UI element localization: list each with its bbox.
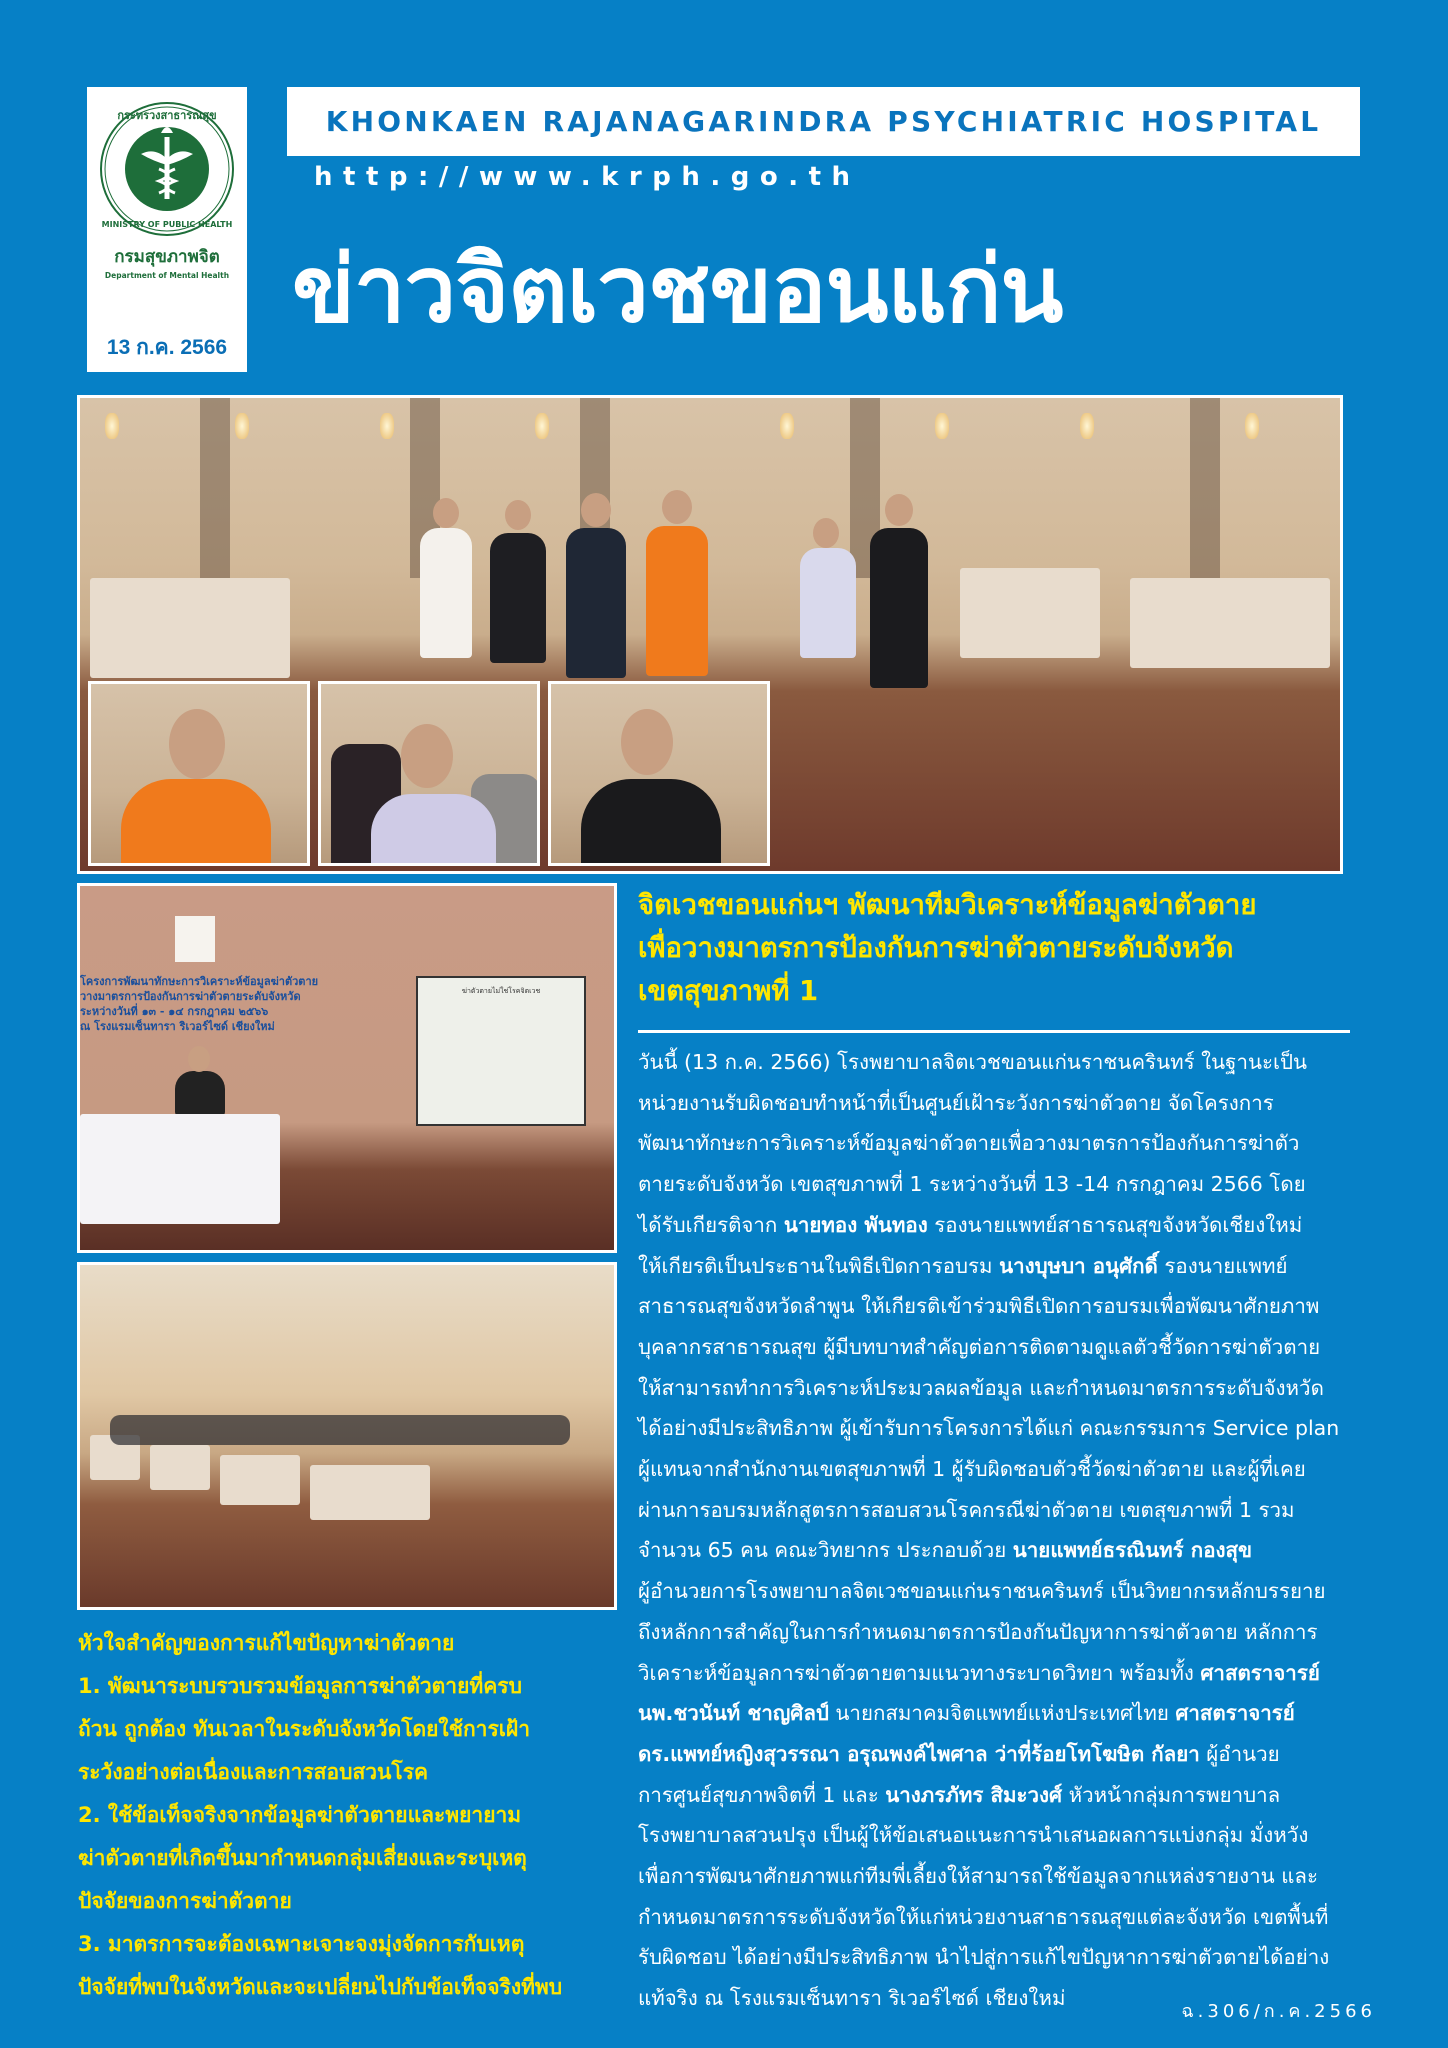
body-text: แท้จริง ณ โรงแรมเซ็นทารา ริเวอร์ไซด์ เชียงใหม่ bbox=[638, 1986, 1066, 2011]
article-body-line bbox=[638, 1612, 1350, 1653]
article-body-line bbox=[638, 1693, 1350, 1734]
body-text: ผู้อำนวย bbox=[1199, 1741, 1280, 1766]
key-points bbox=[78, 1622, 598, 2009]
body-text: รองนายแพทย์สาธารณสุขจังหวัดเชียงใหม่ bbox=[927, 1212, 1303, 1237]
person-name-bold: ศาสตราจารย์ bbox=[1175, 1701, 1295, 1726]
key-point-line: ฆ่าตัวตายที่เกิดขึ้นมากำหนดกลุ่มเสี่ยงและระบุเหตุ bbox=[78, 1846, 527, 1870]
body-text: บุคลากรสาธารณสุข ผู้มีบทบาทสำคัญต่อการติดตามดูแลตัวชี้วัดการฆ่าตัวตาย bbox=[638, 1334, 1321, 1359]
person-name-bold: ศาสตราจารย์ bbox=[1200, 1660, 1320, 1685]
body-text: ให้สามารถทำการวิเคราะห์ประมวลผลข้อมูล และกำหนดมาตรการระดับจังหวัด bbox=[638, 1375, 1324, 1400]
lecture-banner-text: โครงการพัฒนาทักษะการวิเคราะห์ข้อมูลฆ่าตัวตาย วางมาตรการป้องกันการฆ่าตัวตายระดับจังหวัด ระหว่างวันที่ ๑๓ - ๑๔ กรกฎาคม ๒๕๖๖ ณ โรงแรมเซ็นทารา ริเวอร์ไซด์ เชียงใหม่ bbox=[80, 975, 319, 1033]
article-body-line bbox=[638, 1368, 1350, 1409]
reference-code: ฉ.306/ก.ค.2566 bbox=[1181, 2001, 1376, 2022]
key-point-line: 2. ใช้ข้อเท็จจริงจากข้อมูลฆ่าตัวตายและพยายาม bbox=[78, 1803, 522, 1827]
body-text: เพื่อการพัฒนาศักยภาพแก่ทีมพี่เลี้ยงให้สามารถใช้ข้อมูลจากแหล่งรายงาน และ bbox=[638, 1864, 1318, 1889]
article-body-line bbox=[638, 1123, 1350, 1164]
key-point-line: ถ้วน ถูกต้อง ทันเวลาในระดับจังหวัดโดยใช้การเฝ้า bbox=[78, 1717, 531, 1741]
inset-photo-man-black-suit bbox=[548, 681, 770, 866]
body-text: วันนี้ (13 ก.ค. 2566) โรงพยาบาลจิตเวชขอนแก่นราชนครินทร์ ในฐานะเป็น bbox=[638, 1050, 1308, 1074]
article-body-line bbox=[638, 1164, 1350, 1205]
person-name-bold: นายแพทย์ธรณินทร์ กองสุข bbox=[1012, 1538, 1253, 1563]
svg-text:กระทรวงสาธารณสุข: กระทรวงสาธารณสุข bbox=[117, 109, 217, 122]
article-body-line bbox=[638, 1449, 1350, 1490]
svg-text:MINISTRY OF PUBLIC HEALTH: MINISTRY OF PUBLIC HEALTH bbox=[101, 220, 233, 229]
hospital-name: KHONKAEN RAJANAGARINDRA PSYCHIATRIC HOSPITAL bbox=[325, 105, 1322, 138]
body-text: รับผิดชอบ ได้อย่างมีประสิทธิภาพ นำไปสู่การแก้ไขปัญหาการฆ่าตัวตายได้อย่าง bbox=[638, 1945, 1330, 1970]
article-body bbox=[638, 1042, 1350, 2019]
body-text: หน่วยงานรับผิดชอบทำหน้าที่เป็นศูนย์เฝ้าระวังการฆ่าตัวตาย จัดโครงการ bbox=[638, 1090, 1274, 1115]
body-text: การศูนย์สุขภาพจิตที่ 1 และ bbox=[638, 1782, 886, 1807]
headline-divider bbox=[638, 1030, 1350, 1033]
body-text: ตายระดับจังหวัด เขตสุขภาพที่ 1 ระหว่างวันที่ 13 -14 กรกฎาคม 2566 โดย bbox=[638, 1172, 1306, 1197]
website-url[interactable]: http://www.krph.go.th bbox=[314, 162, 861, 192]
article-body-line bbox=[638, 1205, 1350, 1246]
projection-screen: ฆ่าตัวตายไม่ใช่โรคจิตเวช bbox=[416, 976, 586, 1126]
article-body-line bbox=[638, 1571, 1350, 1612]
body-text: รองนายแพทย์ bbox=[1157, 1253, 1288, 1278]
key-point-line: ปัจจัยที่พบในจังหวัดและจะเปลี่ยนไปกับข้อเท็จจริงที่พบ bbox=[78, 1975, 563, 1999]
article-body-line bbox=[638, 1408, 1350, 1449]
inset-photo-speaker-orange bbox=[88, 681, 310, 866]
body-text: ถึงหลักการสำคัญในการกำหนดมาตรการป้องกันปัญหาการฆ่าตัวตาย หลักการ bbox=[638, 1619, 1318, 1644]
body-text: ให้เกียรติเป็นประธานในพิธีเปิดการอบรม bbox=[638, 1253, 1000, 1278]
person-name-bold: นางบุษบา อนุศักดิ์ bbox=[999, 1253, 1158, 1278]
body-text: นายกสมาคมจิตแพทย์แห่งประเทศไทย bbox=[828, 1701, 1176, 1726]
article-body-line bbox=[638, 1246, 1350, 1287]
article-body-line bbox=[638, 1734, 1350, 1775]
article-headline: จิตเวชขอนแก่นฯ พัฒนาทีมวิเคราะห์ข้อมูลฆ่าตัวตาย เพื่อวางมาตรการป้องกันการฆ่าตัวตายระดับจังหวัด เขตสุขภาพที่ 1 bbox=[638, 889, 1257, 1007]
body-text: กำหนดมาตรการระดับจังหวัดให้แก่หน่วยงานสาธารณสุขแต่ละจังหวัด เขตพื้นที่ bbox=[638, 1904, 1329, 1929]
article-body-line bbox=[638, 1530, 1350, 1571]
dept-name-english: Department of Mental Health bbox=[104, 271, 230, 280]
body-text: โรงพยาบาลสวนปรุง เป็นผู้ให้ข้อเสนอแนะการนำเสนอผลการแบ่งกลุ่ม มั่งหวัง bbox=[638, 1823, 1309, 1848]
ministry-of-public-health-seal-icon bbox=[97, 99, 237, 239]
person-name-bold: ดร.แพทย์หญิงสุวรรณา อรุณพงค์ไพศาล ว่าที่ร้อยโทโฆษิต กัลยา bbox=[638, 1741, 1200, 1766]
article-body-line bbox=[638, 1083, 1350, 1124]
person-name-bold: นพ.ชวนันท์ ชาญศิลป์ bbox=[638, 1701, 829, 1726]
article-body-line bbox=[638, 1042, 1350, 1083]
key-point-line: ระวังอย่างต่อเนื่องและการสอบสวนโรค bbox=[78, 1760, 429, 1784]
article-body-line bbox=[638, 1490, 1350, 1531]
article-body-line bbox=[638, 1286, 1350, 1327]
body-text: หัวหน้ากลุ่มการพยาบาล bbox=[1062, 1782, 1281, 1807]
person-name-bold: นางภรภัทร สิมะวงศ์ bbox=[885, 1782, 1063, 1807]
body-text: วิเคราะห์ข้อมูลการฆ่าตัวตายตามแนวทางระบาดวิทยา พร้อมทั้ง bbox=[638, 1660, 1201, 1685]
article-body-line bbox=[638, 1897, 1350, 1938]
body-text: พัฒนาทักษะการวิเคราะห์ข้อมูลฆ่าตัวตายเพื่อวางมาตรการป้องกันการฆ่าตัว bbox=[638, 1131, 1300, 1156]
key-point-line: 3. มาตรการจะต้องเฉพาะเจาะจงมุ่งจัดการกับเหตุ bbox=[78, 1932, 525, 1956]
issue-date: 13 ก.ค. 2566 bbox=[106, 336, 228, 359]
person-name-bold: นายทอง พันทอง bbox=[783, 1212, 928, 1237]
wall-logo-icon bbox=[175, 916, 215, 962]
key-points-title: หัวใจสำคัญของการแก้ไขปัญหาฆ่าตัวตาย bbox=[78, 1631, 455, 1655]
body-text: ได้อย่างมีประสิทธิภาพ ผู้เข้ารับการโครงการได้แก่ คณะกรรมการ Service plan bbox=[638, 1416, 1340, 1441]
body-text: สาธารณสุขจังหวัดลำพูน ให้เกียรติเข้าร่วมพิธีเปิดการอบรมเพื่อพัฒนาศักยภาพ bbox=[638, 1294, 1320, 1319]
main-group-photo bbox=[77, 395, 1343, 874]
key-point-line: ปัจจัยของการฆ่าตัวตาย bbox=[78, 1889, 292, 1913]
ministry-logo-box bbox=[87, 87, 247, 372]
body-text: จำนวน 65 คน คณะวิทยากร ประกอบด้วย bbox=[638, 1538, 1013, 1563]
masthead-title: ข่าวจิตเวชขอนแก่น bbox=[292, 236, 1063, 343]
article-body-line bbox=[638, 1937, 1350, 1978]
key-point-line: 1. พัฒนาระบบรวบรวมข้อมูลการฆ่าตัวตายที่ครบ bbox=[78, 1674, 522, 1698]
training-room-photo bbox=[77, 1262, 617, 1610]
article-body-line bbox=[638, 1327, 1350, 1368]
article-body-line bbox=[638, 1775, 1350, 1816]
article-body-line bbox=[638, 1815, 1350, 1856]
body-text: ผู้อำนวยการโรงพยาบาลจิตเวชขอนแก่นราชนครินทร์ เป็นวิทยากรหลักบรรยาย bbox=[638, 1579, 1326, 1604]
body-text: ผู้แทนจากสำนักงานเขตสุขภาพที่ 1 ผู้รับผิดชอบตัวชี้วัดฆ่าตัวตาย และผู้ที่เคย bbox=[638, 1457, 1306, 1482]
article-body-line bbox=[638, 1856, 1350, 1897]
body-text: ได้รับเกียรติจาก bbox=[638, 1212, 784, 1237]
dept-name-thai: กรมสุขภาพจิต bbox=[114, 247, 220, 267]
lecture-photo bbox=[77, 883, 617, 1253]
body-text: ผ่านการอบรมหลักสูตรการสอบสวนโรคกรณีฆ่าตัวตาย เขตสุขภาพที่ 1 รวม bbox=[638, 1497, 1295, 1522]
inset-photo-woman-lavender bbox=[318, 681, 540, 866]
article-body-line bbox=[638, 1653, 1350, 1694]
hospital-name-banner bbox=[287, 87, 1360, 156]
